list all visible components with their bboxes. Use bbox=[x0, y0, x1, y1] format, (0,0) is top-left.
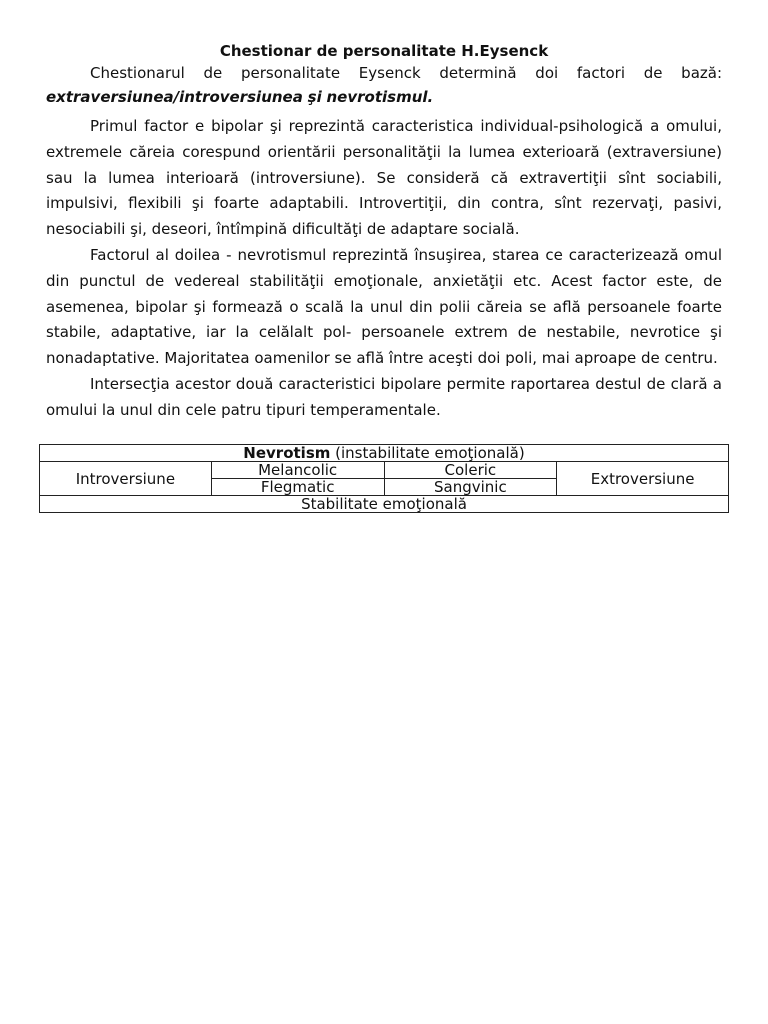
melancholic-cell: Melancolic bbox=[211, 462, 384, 479]
paragraph-first-factor: Primul factor e bipolar şi reprezintă caracteristica individual-psihologică a omului, extremele căreia corespund orientării personalităţii la lumea exterioară (extraversiune) sau la lumea interioară (introversiune). Se consideră că extravertiţii sînt sociabili, impulsivi, flexibili şi foarte adaptabili. Introvertiţii, din contra, sînt rezervaţi, pasivi, nesociabili şi, deseori, întîmpină dificultăţi de adaptare socială. bbox=[46, 117, 722, 239]
emotional-stability-footer: Stabilitate emoţională bbox=[40, 496, 729, 513]
paragraph-second-factor: Factorul al doilea - nevrotismul reprezintă însuşirea, starea ce caracterizează omul din punctul de vedereal stabilităţii emoţionale, anxietăţii etc. Acest factor este, de asemenea, bipolar şi formează o scală la unul din polii căreia se află persoanele foarte stabile, adaptative, iar la celălalt pol- persoanele extrem de nestabile, nevrotice şi nonadaptative. Majoritatea oamenilor se află între aceşti doi poli, mai aproape de centru. bbox=[46, 245, 722, 368]
table-row bbox=[40, 445, 729, 462]
neuroticism-description: (instabilitate emoţională) bbox=[330, 444, 525, 462]
intro-factors bbox=[46, 84, 722, 110]
phlegmatic-cell: Flegmatic bbox=[211, 479, 384, 496]
introversion-cell: Introversiune bbox=[40, 462, 212, 496]
document-title: Chestionar de personalitate H.Eysenck bbox=[219, 42, 549, 60]
choleric-cell: Coleric bbox=[384, 462, 557, 479]
document-page bbox=[46, 40, 722, 424]
table-row bbox=[40, 462, 729, 479]
sanguine-cell: Sangvinic bbox=[384, 479, 557, 496]
paragraph-intersection: Intersecţia acestor două caracteristici bipolare permite raportarea destul de clară a omului la unul din cele patru tipuri temperamentale. bbox=[46, 374, 722, 419]
intro-lead: Chestionarul de personalitate Eysenck determină doi factori de bază: bbox=[90, 64, 722, 82]
table-row bbox=[40, 496, 729, 513]
neuroticism-label: Nevrotism bbox=[243, 444, 331, 462]
factor-neuroticism: nevrotismul. bbox=[326, 88, 434, 106]
factor-extraversion: extraversiunea/introversiunea bbox=[46, 88, 303, 106]
extroversion-cell: Extroversiune bbox=[557, 462, 729, 496]
neuroticism-header bbox=[40, 445, 729, 462]
temperament-table bbox=[39, 444, 729, 513]
intro-joiner: şi bbox=[307, 88, 322, 106]
